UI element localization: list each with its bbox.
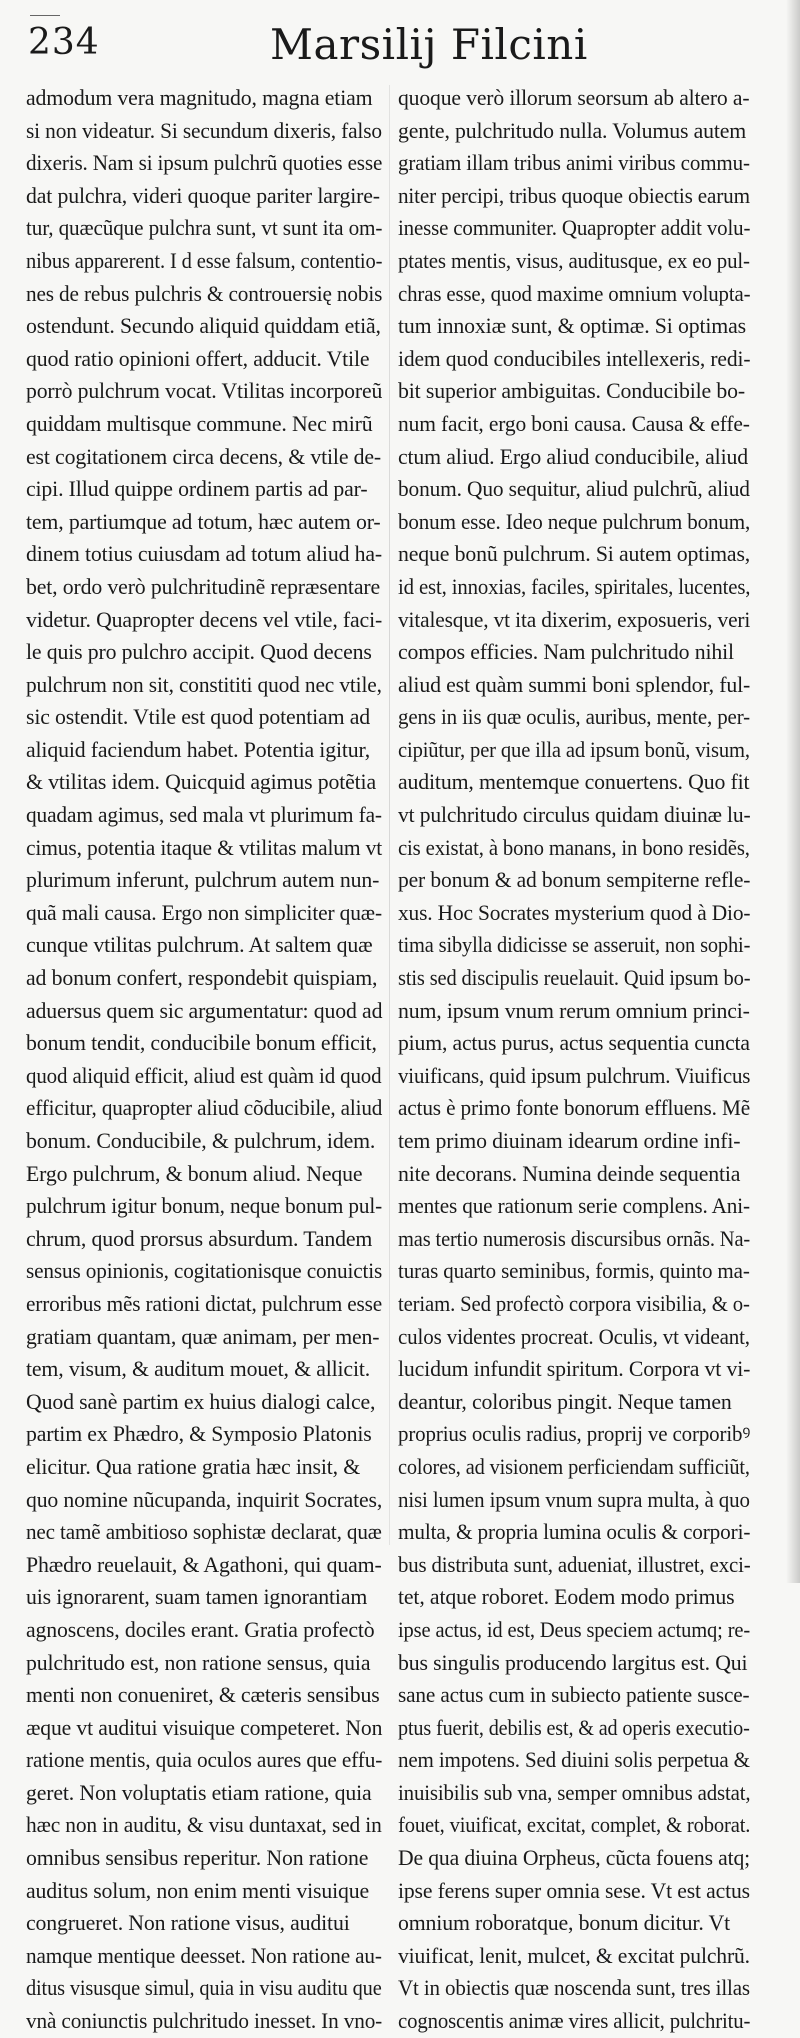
text-line: actus è primo fonte bonorum effluens. Mẽ	[398, 1096, 751, 1121]
text-line: videtur. Quapropter decens vel vtile, faci-	[26, 607, 383, 632]
text-line: ostendunt. Secundo aliquid quiddam etiã,	[26, 314, 381, 339]
text-line: admodum vera magnitudo, magna etiam	[26, 86, 373, 110]
text-line: nite decorans. Numina deinde sequentia	[398, 1161, 741, 1186]
running-head: Marsilij Filcini	[270, 20, 588, 69]
text-line: ditus visusque simul, quia in visu auditu que	[26, 1976, 382, 2001]
text-line: turas quarto seminibus, formis, quinto ma-	[398, 1259, 750, 1284]
text-line: bonum esse. Ideo neque pulchrum bonum,	[398, 509, 751, 534]
text-line: multa, & propria lumina oculis & corpori-	[398, 1520, 751, 1545]
text-line: proprius oculis radius, proprij ve corporibꝰ	[398, 1422, 751, 1447]
text-line: chras esse, quod maxime omnium volupta-	[398, 281, 751, 306]
text-line: ctum aliud. Ergo aliud conducibile, aliud	[398, 444, 748, 469]
text-line: ipse actus, id est, Deus speciem actumq; re-	[398, 1617, 751, 1642]
text-line: le quis pro pulchro accipit. Quod decens	[26, 640, 372, 665]
text-line: tem, partiumque ad totum, hæc autem or-	[26, 509, 381, 534]
text-line: sensus opinionis, cogitationisque conuictis	[26, 1259, 383, 1284]
text-line: quã mali causa. Ergo non simpliciter quæ-	[26, 900, 382, 925]
text-line: chrum, quod prorsus absurdum. Tandem	[26, 1226, 373, 1251]
text-line: vt pulchritudo circulus quidam diuinæ lu-	[398, 803, 751, 828]
text-line: quod aliquid efficit, aliud est quàm id quod	[26, 1063, 382, 1088]
text-line: cognoscentis animæ vires allicit, pulchritu-	[398, 2009, 751, 2034]
text-line: nibus apparerent. I d esse falsum, contentio-	[26, 248, 383, 273]
text-line: si non videatur. Si secundum dixeris, falso	[26, 118, 382, 143]
text-line: ipse ferens super omnia sese. Vt est actus	[398, 1878, 750, 1903]
text-line: quadam agimus, sed mala vt plurimum fa-	[26, 803, 382, 828]
text-line: xus. Hoc Socrates mysterium quod à Dio-	[398, 900, 751, 925]
text-line: stis sed discipulis reuelauit. Quid ipsum bo-	[398, 966, 751, 991]
text-line: cimus, potentia itaque & vtilitas malum vt	[26, 835, 383, 860]
text-line: quoque verò illorum seorsum ab altero a-	[398, 86, 750, 110]
text-line: plurimum inferunt, pulchrum autem nun-	[26, 868, 380, 893]
text-line: nisi lumen ipsum vnum supra multa, à quo	[398, 1487, 750, 1512]
text-line: nes de rebus pulchris & controuersię nobis	[26, 281, 383, 306]
text-line: sic ostendit. Vtile est quod potentiam ad	[26, 705, 370, 730]
text-line: uis ignorarent, suam tamen ignorantiam	[26, 1585, 368, 1610]
text-line: agnoscens, dociles erant. Gratia profectò	[26, 1617, 375, 1642]
text-line: niter percipi, tribus quoque obiectis earum	[398, 183, 750, 208]
text-line: partim ex Phædro, & Symposio Platonis	[26, 1422, 372, 1447]
text-line: quo nomine nũcupanda, inquirit Socrates,	[26, 1487, 383, 1512]
text-line: id est, innoxias, faciles, spiritales, lucentes,	[398, 574, 751, 599]
text-line: tem, visum, & auditum mouet, & allicit.	[26, 1357, 371, 1382]
text-line: sane actus cum in subiecto patiente susce-	[398, 1683, 750, 1708]
text-line: quod ratio opinioni offert, adducit. Vtile	[26, 346, 370, 371]
text-line: per bonum & ad bonum sempiterne refle-	[398, 868, 751, 893]
text-line: bonum tendit, conducibile bonum efficit,	[26, 1031, 377, 1056]
text-line: hæc non in auditu, & visu duntaxat, sed in	[26, 1813, 382, 1838]
text-line: dat pulchra, videri quoque pariter largire-	[26, 183, 380, 208]
text-line: quiddam multisque commune. Nec mirũ	[26, 411, 373, 436]
text-line: deantur, coloribus pingit. Neque tamen	[398, 1389, 732, 1414]
text-line: tur, quæcũque pulchra sunt, vt sunt ita om-	[26, 216, 383, 241]
text-line: auditum, mentemque conuertens. Quo fit	[398, 770, 750, 795]
text-line: inuisibilis sub vna, semper omnibus adstat,	[398, 1780, 751, 1805]
text-line: bet, ordo verò pulchritudinẽ repræsentare	[26, 574, 380, 599]
text-line: cipi. Illud quippe ordinem partis ad par-	[26, 477, 368, 502]
text-line: omnibus sensibus reperitur. Non ratione	[26, 1846, 369, 1871]
text-line: tet, atque roboret. Eodem modo primus	[398, 1585, 735, 1610]
text-line: num facit, ergo boni causa. Causa & effe-	[398, 411, 750, 436]
text-line: vitalesque, vt ita dixerim, exposueris, veri	[398, 607, 751, 632]
text-line: cis existat, à bono manans, in bono residẽs,	[398, 835, 750, 860]
text-line: culos videntes procreat. Oculis, vt videant,	[398, 1324, 750, 1349]
text-line: pium, actus purus, actus sequentia cuncta	[398, 1031, 750, 1056]
text-line: porrò pulchrum vocat. Vtilitas incorporeũ	[26, 379, 383, 404]
text-line: tima sibylla didicisse se asseruit, non sophi-	[398, 933, 751, 958]
text-line: gens in iis quæ oculis, auribus, mente, per-	[398, 705, 750, 730]
text-line: viuificans, quid ipsum pulchrum. Viuificus	[398, 1063, 751, 1088]
text-line: neque bonũ pulchrum. Si autem optimas,	[398, 542, 751, 567]
text-line: & vtilitas idem. Quicquid agimus potẽtia	[26, 770, 376, 795]
text-line: Ergo pulchrum, & bonum aliud. Neque	[26, 1161, 363, 1186]
column-gutter	[389, 85, 390, 1545]
text-line: cipiũtur, per que illa ad ipsum bonũ, visum,	[398, 737, 750, 762]
text-line: bonum. Quo sequitur, aliud pulchrũ, aliud	[398, 477, 750, 502]
text-line: inesse communiter. Quapropter addit volu-	[398, 216, 751, 241]
text-line: est cogitationem circa decens, & vtile de-	[26, 444, 382, 469]
text-line: teriam. Sed profectò corpora visibilia, & o-	[398, 1291, 750, 1316]
text-line: elicitur. Qua ratione gratia hæc insit, &	[26, 1454, 361, 1479]
text-line: De qua diuina Orpheus, cũcta fouens atq;	[398, 1846, 751, 1871]
text-line: tum innoxiæ sunt, & optimæ. Si optimas	[398, 314, 746, 339]
text-line: gente, pulchritudo nulla. Volumus autem	[398, 118, 747, 143]
text-line: congrueret. Non ratione visus, auditui	[26, 1911, 350, 1936]
corner-rule	[30, 15, 60, 16]
text-line: num, ipsum vnum rerum omnium princi-	[398, 998, 750, 1023]
text-line: gratiam quantam, quæ animam, per men-	[26, 1324, 380, 1349]
text-line: compos efficies. Nam pulchritudo nihil	[398, 640, 734, 665]
text-line: ad bonum confert, respondebit quispiam,	[26, 966, 378, 991]
text-line: Quod sanè partim ex huius dialogi calce,	[26, 1389, 376, 1414]
text-line: nec tamẽ ambitioso sophistæ declarat, quæ	[26, 1520, 382, 1545]
text-line: omnium roboratque, bonum dicitur. Vt	[398, 1911, 731, 1936]
text-line: pulchrum non sit, constititi quod nec vtile,	[26, 672, 382, 697]
text-line: pulchrum igitur bonum, neque bonum pul-	[26, 1194, 382, 1219]
text-line: mas tertio numerosis discursibus ornãs. Na-	[398, 1226, 751, 1251]
text-line: pulchritudo est, non ratione sensus, quia	[26, 1650, 371, 1675]
text-line: menti non conueniret, & cæteris sensibus	[26, 1683, 380, 1708]
page-edge-shadow	[786, 0, 800, 1583]
text-line: fouet, viuificat, excitat, complet, & roborat.	[398, 1813, 751, 1838]
text-line: ptus fuerit, debilis est, & ad operis executio-	[398, 1715, 750, 1740]
text-line: efficitur, quapropter aliud cõducibile, aliud	[26, 1096, 383, 1121]
text-line: idem quod conducibiles intellexeris, redi-	[398, 346, 751, 371]
text-line: vnà coniunctis pulchritudo inesset. In vno-	[26, 2009, 383, 2034]
text-line: bus distributa sunt, adueniat, illustret, exci-	[398, 1552, 751, 1577]
text-line: erroribus mẽs rationi dictat, pulchrum esse	[26, 1291, 383, 1316]
text-line: dinem totius cuiusdam ad totum aliud ha-	[26, 542, 383, 567]
text-line: aliud est quàm summi boni splendor, ful-	[398, 672, 751, 697]
text-line: Phædro reuelauit, & Agathoni, qui quam-	[26, 1552, 382, 1577]
text-line: bonum. Conducibile, & pulchrum, idem.	[26, 1129, 376, 1153]
text-line: aliquid faciendum habet. Potentia igitur,	[26, 737, 371, 762]
text-line: auditus solum, non enim menti visuique	[26, 1878, 370, 1903]
text-line: bus singulis producendo largitus est. Qui	[398, 1650, 748, 1675]
text-line: dixeris. Nam si ipsum pulchrũ quoties esse	[26, 151, 383, 176]
text-line: gratiam illam tribus animi viribus commu-	[398, 151, 750, 176]
text-line: tem primo diuinam idearum ordine infi-	[398, 1129, 741, 1153]
text-line: aduersus quem sic argumentatur: quod ad	[26, 998, 383, 1023]
text-line: lucidum infundit spiritum. Corpora vt vi-	[398, 1357, 751, 1382]
text-line: viuificat, lenit, mulcet, & excitat pulchrũ.	[398, 1943, 750, 1968]
text-line: bit superior ambiguitas. Conducibile bo-	[398, 379, 745, 404]
text-line: cunque vtilitas pulchrum. At saltem quæ	[26, 933, 373, 958]
text-line: æque vt auditui visuique competeret. Non	[26, 1715, 383, 1740]
page-number: 234	[28, 22, 100, 63]
text-line: nem impotens. Sed diuini solis perpetua &	[398, 1748, 750, 1773]
text-line: namque mentique deesset. Non ratione au-	[26, 1943, 382, 1968]
right-text-column	[398, 82, 750, 2038]
text-line: colores, ad visionem perficiendam sufficiũt,	[398, 1454, 750, 1479]
text-line: ptates mentis, visus, auditusque, ex eo pul-	[398, 248, 750, 273]
text-line: mentes que rationum serie complens. Ani-	[398, 1194, 750, 1219]
left-text-column	[26, 82, 382, 2038]
text-line: Vt in obiectis quæ noscenda sunt, tres illas	[398, 1976, 750, 2001]
text-line: geret. Non voluptatis etiam ratione, quia	[26, 1780, 372, 1805]
text-line: ratione mentis, quia oculos aures que effu-	[26, 1748, 383, 1773]
